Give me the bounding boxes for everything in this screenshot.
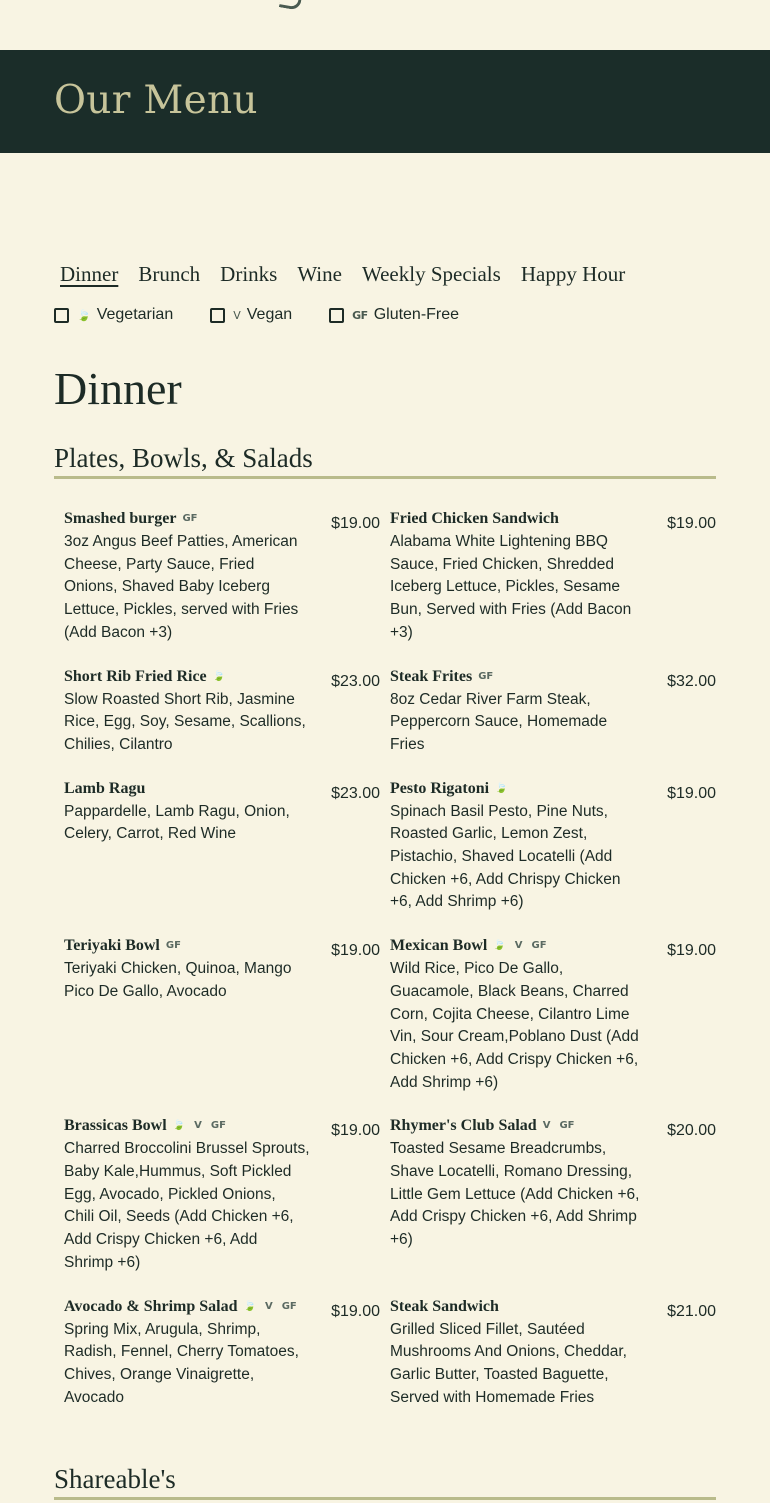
menu-item: [390, 935, 716, 1094]
gluten-free-icon: GF: [559, 1120, 575, 1132]
menu-item-name: [64, 778, 310, 800]
menu-item-name: [64, 1115, 310, 1137]
menu-item-description: Pappardelle, Lamb Ragu, Onion, Celery, Carrot, Red Wine: [64, 802, 290, 843]
filter-label: Vegetarian: [96, 306, 174, 323]
menu-item-description: Spring Mix, Arugula, Shrimp, Radish, Fennel, Cherry Tomatoes, Chives, Orange Vinaigrette, Avocado: [64, 1320, 299, 1406]
leaf-icon: 🍃: [212, 670, 226, 682]
menu-item-price: $19.00: [331, 1302, 380, 1320]
tab-drinks[interactable]: Drinks: [220, 262, 278, 286]
menu-item-price: $19.00: [667, 942, 716, 960]
menu-item: [390, 666, 716, 757]
menu-item-name-text: Smashed burger: [64, 510, 177, 527]
leaf-icon: 🍃: [77, 308, 91, 322]
subsection-plates: [54, 443, 716, 479]
menu-item: [64, 935, 390, 1094]
menu-item-price: $21.00: [667, 1302, 716, 1320]
menu-item-description: 8oz Cedar River Farm Steak, Peppercorn Sauce, Homemade Fries: [390, 690, 608, 753]
diet-filters: [54, 306, 496, 324]
menu-item-name-text: Short Rib Fried Rice: [64, 667, 207, 685]
logo-fragment: [279, 0, 302, 11]
vegan-v-icon: V: [233, 308, 241, 322]
menu-item: [64, 778, 390, 915]
menu-row: [64, 666, 716, 757]
menu-items-grid: [64, 508, 716, 1430]
tab-brunch[interactable]: Brunch: [138, 262, 201, 286]
menu-item-name-text: Avocado & Shrimp Salad: [64, 1297, 238, 1315]
tab-happy-hour[interactable]: Happy Hour: [520, 262, 626, 286]
menu-item-description: 3oz Angus Beef Patties, American Cheese, Party Sauce, Fried Onions, Shaved Baby Iceberg Lettuce, Pickles, served with Fries (Add Bacon +3): [64, 533, 299, 641]
menu-item-price: $32.00: [667, 672, 716, 690]
menu-item: [390, 508, 716, 645]
menu-item: [390, 1115, 716, 1274]
filter-label: Gluten-Free: [373, 306, 460, 323]
vegan-v-icon: V: [194, 1120, 202, 1132]
gluten-free-icon: GF: [531, 940, 547, 952]
filter-vegan[interactable]: [210, 306, 292, 324]
vegan-checkbox[interactable]: [210, 308, 225, 323]
menu-row: [64, 1115, 716, 1274]
subsection-title: Shareable's: [54, 1464, 176, 1494]
menu-item-name-text: Lamb Ragu: [64, 779, 146, 797]
leaf-icon: 🍃: [172, 1120, 186, 1132]
tab-wine[interactable]: Wine: [297, 262, 342, 286]
menu-item-price: $19.00: [667, 784, 716, 802]
menu-tabs: [60, 262, 625, 287]
menu-item-price: $19.00: [331, 942, 380, 960]
gluten-free-icon: GF: [281, 1300, 297, 1312]
gluten-free-icon: GF: [478, 670, 494, 682]
gluten-free-icon: GF: [210, 1120, 226, 1132]
menu-item-description: Slow Roasted Short Rib, Jasmine Rice, Egg, Soy, Sesame, Scallions, Chilies, Cilantro: [64, 690, 306, 753]
menu-item-description: Charred Broccolini Brussel Sprouts, Baby Kale,Hummus, Soft Pickled Egg, Avocado, Pickled Onions, Chili Oil, Seeds (Add Chicken +6, Add Crispy Chicken +6, Add Shrimp +6): [64, 1140, 310, 1271]
menu-item: [390, 778, 716, 915]
menu-item-name: [390, 508, 644, 530]
menu-item-price: $20.00: [667, 1122, 716, 1140]
vegan-v-icon: V: [514, 940, 523, 952]
menu-item: [64, 666, 390, 757]
subsection-title: Plates, Bowls, & Salads: [54, 443, 313, 473]
menu-item: [64, 1296, 390, 1410]
vegetarian-checkbox[interactable]: [54, 308, 69, 323]
menu-item-name: [64, 666, 310, 688]
vegan-v-icon: V: [264, 1300, 273, 1312]
menu-item-name-text: Steak Frites: [390, 667, 473, 685]
menu-item-name: [390, 666, 644, 688]
menu-item-name-text: Pesto Rigatoni: [390, 779, 490, 797]
subsection-shareables: [54, 1464, 716, 1500]
filter-label: Vegan: [246, 306, 293, 323]
menu-item-price: $19.00: [331, 1122, 380, 1140]
filter-vegetarian[interactable]: [54, 306, 173, 324]
menu-item-name-text: Steak Sandwich: [390, 1297, 499, 1315]
leaf-icon: 🍃: [493, 940, 506, 952]
menu-item-name-text: Rhymer's Club Salad: [390, 1117, 537, 1135]
top-logo-strip: [0, 0, 770, 50]
menu-item-name: [390, 1115, 644, 1137]
tab-weekly-specials[interactable]: Weekly Specials: [361, 262, 501, 286]
menu-item-description: Spinach Basil Pesto, Pine Nuts, Roasted Garlic, Lemon Zest, Pistachio, Shaved Locatelli (Add Chicken +6, Add Chrispy Chicken +6, Add Shrimp +6): [390, 802, 621, 911]
gluten-free-icon: GF: [165, 940, 181, 952]
menu-item-name-text: Brassicas Bowl: [64, 1117, 167, 1135]
menu-item-name: [390, 1296, 644, 1318]
menu-item-name-text: Mexican Bowl: [390, 937, 488, 955]
menu-item-price: $23.00: [331, 784, 380, 802]
gluten-free-icon: GF: [352, 308, 368, 322]
menu-item-price: $23.00: [331, 672, 380, 690]
menu-row: [64, 508, 716, 645]
menu-item-name: [64, 1296, 310, 1318]
page-hero: [0, 50, 770, 153]
vegan-v-icon: V: [542, 1120, 551, 1132]
menu-item-description: Alabama White Lightening BBQ Sauce, Fried Chicken, Shredded Iceberg Lettuce, Pickles, Sesame Bun, Served with Fries (Add Bacon +3): [390, 533, 632, 641]
menu-item: [64, 1115, 390, 1274]
menu-item-price: $19.00: [667, 515, 716, 532]
menu-row: [64, 935, 716, 1094]
tab-dinner[interactable]: Dinner: [60, 262, 119, 286]
gluten-free-icon: GF: [182, 513, 198, 524]
menu-item-name-text: Teriyaki Bowl: [64, 937, 160, 955]
menu-item-description: Toasted Sesame Breadcrumbs, Shave Locatelli, Romano Dressing, Little Gem Lettuce (Add Chicken +6, Add Crispy Chicken +6, Add Shrimp +6): [390, 1140, 640, 1249]
menu-row: [64, 778, 716, 915]
section-title: Dinner: [54, 363, 182, 414]
menu-item: [390, 1296, 716, 1410]
menu-item-price: $19.00: [331, 515, 380, 532]
menu-item: [64, 508, 390, 645]
menu-row: [64, 1296, 716, 1410]
leaf-icon: 🍃: [495, 782, 508, 794]
menu-item-description: Wild Rice, Pico De Gallo, Guacamole, Black Beans, Charred Corn, Cojita Cheese, Cilantro Lime Vin, Sour Cream,Poblano Dust (Add Chicken +6, Add Crispy Chicken +6, Add Shrimp +6): [390, 960, 639, 1091]
menu-item-name: [390, 778, 644, 800]
menu-item-description: Teriyaki Chicken, Quinoa, Mango Pico De Gallo, Avocado: [64, 960, 292, 1000]
menu-item-name-text: Fried Chicken Sandwich: [390, 510, 559, 527]
menu-item-name: [64, 935, 310, 957]
leaf-icon: 🍃: [243, 1300, 256, 1312]
menu-item-description: Grilled Sliced Fillet, Sautéed Mushrooms And Onions, Cheddar, Garlic Butter, Toasted Baguette, Served with Homemade Fries: [390, 1320, 627, 1406]
menu-item-name: [64, 508, 310, 530]
menu-item-name: [390, 935, 644, 957]
gluten-free-checkbox[interactable]: [329, 308, 344, 323]
filter-gluten-free[interactable]: [329, 306, 459, 324]
page-title: Our Menu: [54, 78, 258, 123]
